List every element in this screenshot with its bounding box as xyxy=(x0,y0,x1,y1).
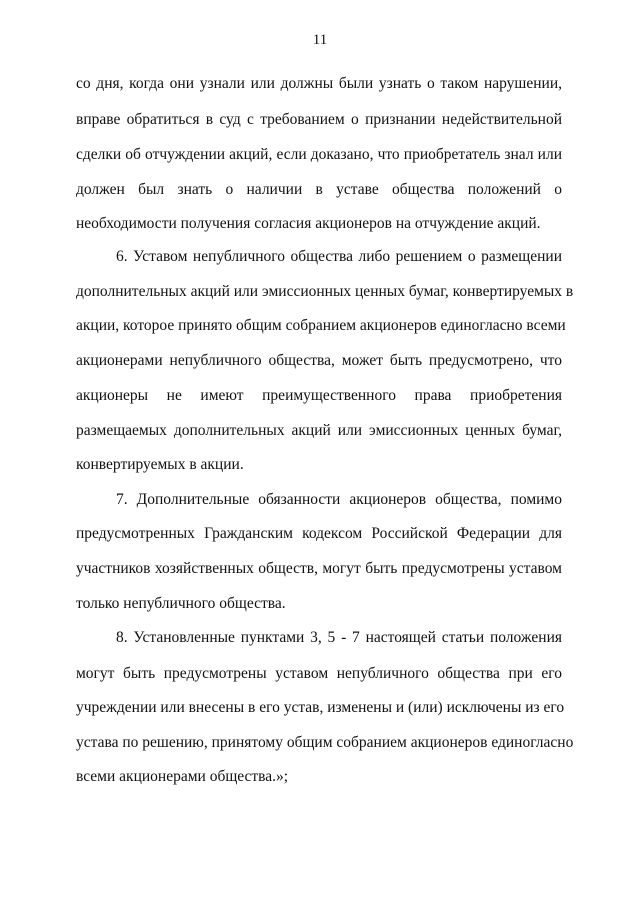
page-number: 11 xyxy=(312,32,328,48)
text-line: размещаемых дополнительных акций или эмиссионных ценных бумаг, xyxy=(76,422,562,439)
text-line: 6. Уставом непубличного общества либо решением о размещении xyxy=(116,248,562,265)
text-line: сделки об отчуждении акций, если доказано, что приобретатель знал или xyxy=(76,146,562,163)
text-line: устава по решению, принятому общим собранием акционеров единогласно xyxy=(76,734,574,751)
text-line: акционеры не имеют преимущественного права приобретения xyxy=(76,387,562,404)
text-line: 8. Установленные пунктами 3, 5 - 7 настоящей статьи положения xyxy=(116,629,562,646)
text-line: учреждении или внесены в его устав, изменены и (или) исключены из его xyxy=(76,699,565,716)
text-line: предусмотренных Гражданским кодексом Российской Федерации для xyxy=(76,525,562,542)
text-line: должен был знать о наличии в уставе общества положений о xyxy=(76,181,562,198)
text-line: участников хозяйственных обществ, могут быть предусмотрены уставом xyxy=(76,560,562,577)
text-line: могут быть предусмотрены уставом непубличного общества при его xyxy=(76,665,562,682)
text-line: всеми акционерами общества.»; xyxy=(76,768,289,785)
text-line: акционерами непубличного общества, может быть предусмотрено, что xyxy=(76,352,562,369)
text-line: акции, которое принято общим собранием акционеров единогласно всеми xyxy=(76,317,566,334)
text-line: вправе обратиться в суд с требованием о признании недействительной xyxy=(76,111,562,128)
text-line: необходимости получения согласия акционеров на отчуждение акций. xyxy=(76,215,541,232)
text-line: 7. Дополнительные обязанности акционеров общества, помимо xyxy=(116,491,562,508)
text-line: конвертируемых в акции. xyxy=(76,456,244,473)
text-line: только непубличного общества. xyxy=(76,595,286,612)
text-line: со дня, когда они узнали или должны были узнать о таком нарушении, xyxy=(76,75,562,92)
text-line: дополнительных акций или эмиссионных ценных бумаг, конвертируемых в xyxy=(76,283,574,300)
